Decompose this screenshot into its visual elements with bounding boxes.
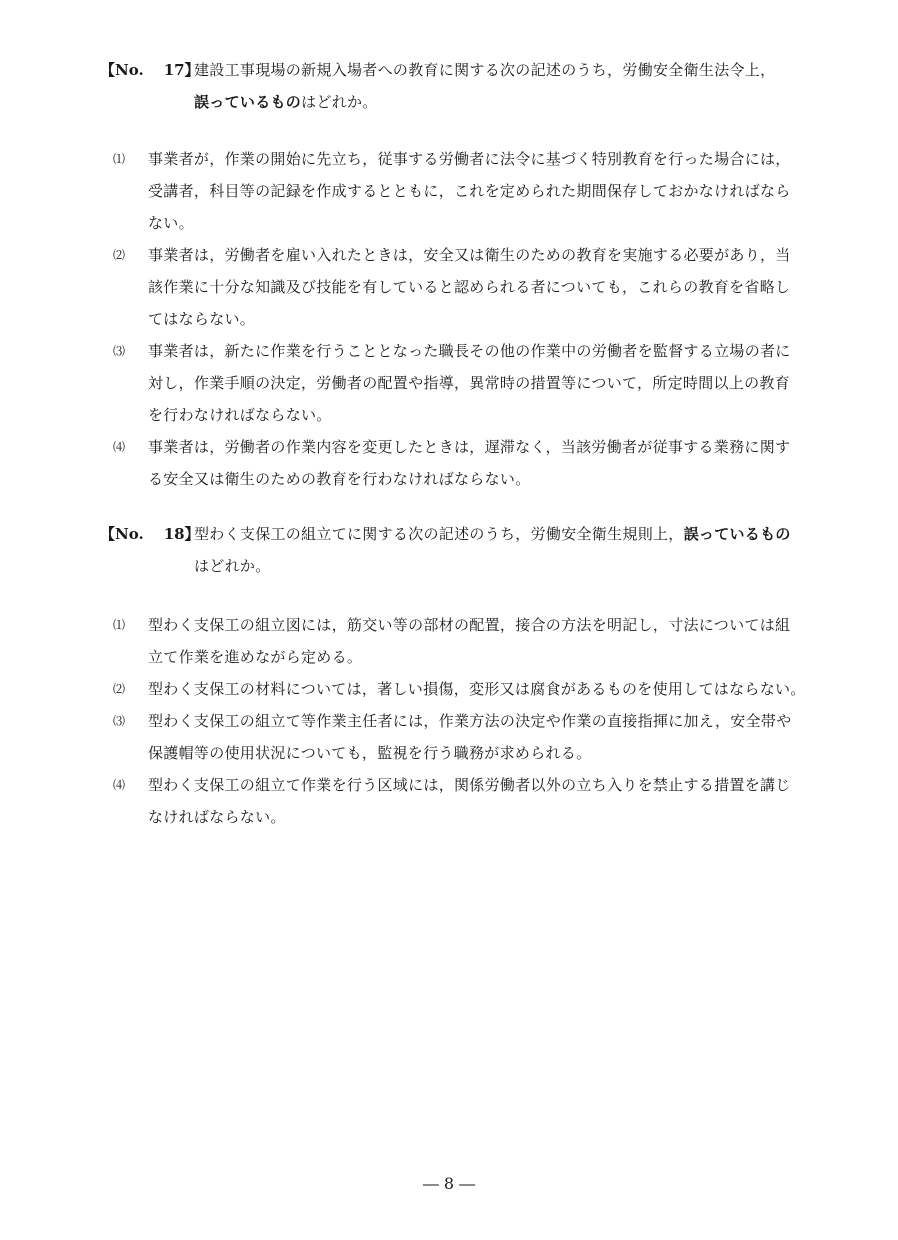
option-line: てはならない。 xyxy=(148,310,256,328)
option-line: 該作業に十分な知識及び技能を有していると認められる者についても，これらの教育を省略し xyxy=(148,278,791,296)
option-line: 型わく支保工の組立て作業を行う区域には，関係労働者以外の立ち入りを禁止する措置を講じ xyxy=(148,776,791,794)
option-text xyxy=(148,673,810,705)
emphasis-text: 誤っているもの xyxy=(194,93,302,111)
option-line: 対し，作業手順の決定，労働者の配置や指導，異常時の措置等について，所定時間以上の教育 xyxy=(148,374,791,392)
question-header xyxy=(0,518,898,582)
option-line: 事業者は，労働者を雇い入れたときは，安全又は衛生のための教育を実施する必要があり，当 xyxy=(148,246,791,264)
question-number xyxy=(100,54,200,86)
question-18 xyxy=(0,518,898,582)
option-line: 事業者が，作業の開始に先立ち，従事する労働者に法令に基づく特別教育を行った場合には， xyxy=(148,150,791,168)
question-stem-text: 型わく支保工の組立てに関する次の記述のうち，労働安全衛生規則上， xyxy=(194,525,684,543)
question-bracket: 【No. xyxy=(100,525,144,543)
question-stem-line xyxy=(194,86,814,118)
option-line: る安全又は衛生のための教育を行わなければならない。 xyxy=(148,470,531,488)
option-text xyxy=(148,609,810,673)
option-line: を行わなければならない。 xyxy=(148,406,332,424)
question-stem xyxy=(194,518,814,582)
option-number: ⑶ xyxy=(113,344,126,358)
question-header xyxy=(0,54,898,118)
question-stem-line xyxy=(194,518,814,550)
option-line: なければならない。 xyxy=(148,808,286,826)
question-number xyxy=(100,518,200,550)
option-line: 保護帽等の使用状況についても，監視を行う職務が求められる。 xyxy=(148,744,592,762)
question-stem xyxy=(194,54,814,118)
option-number: ⑶ xyxy=(113,714,126,728)
option-number: ⑵ xyxy=(113,682,126,696)
question-number-value: 18】 xyxy=(163,525,200,543)
option-number: ⑷ xyxy=(113,778,126,792)
option-line: 受講者，科目等の記録を作成するとともに，これを定められた期間保存しておかなければなら xyxy=(148,182,791,200)
option-text xyxy=(148,431,810,495)
option-text xyxy=(148,769,810,833)
question-bracket: 【No. xyxy=(100,61,144,79)
option-text xyxy=(148,143,810,239)
question-stem-line: はどれか。 xyxy=(194,557,271,575)
option-number: ⑵ xyxy=(113,248,126,262)
option-number: ⑴ xyxy=(113,152,126,166)
option-text xyxy=(148,705,810,769)
emphasis-text: 誤っているもの xyxy=(683,525,791,543)
page-number: ― 8 ― xyxy=(422,1174,476,1193)
question-number-value: 17】 xyxy=(163,61,200,79)
option-line: 型わく支保工の組立て等作業主任者には，作業方法の決定や作業の直接指揮に加え，安全帯や xyxy=(148,712,792,730)
option-line: 型わく支保工の材料については，著しい損傷，変形又は腐食があるものを使用してはならない。 xyxy=(148,680,806,698)
question-stem-tail: はどれか。 xyxy=(301,93,378,111)
option-line: 事業者は，新たに作業を行うこととなった職長その他の作業中の労働者を監督する立場の者に xyxy=(148,342,791,360)
question-stem-line: 建設工事現場の新規入場者への教育に関する次の記述のうち，労働安全衛生法令上， xyxy=(194,61,776,79)
question-17 xyxy=(0,54,898,118)
option-line: 立て作業を進めながら定める。 xyxy=(148,648,363,666)
option-line: 事業者は，労働者の作業内容を変更したときは，遅滞なく，当該労働者が従事する業務に関す xyxy=(148,438,791,456)
option-line: ない。 xyxy=(148,214,194,232)
option-text xyxy=(148,335,810,431)
option-text xyxy=(148,239,810,335)
option-line: 型わく支保工の組立図には，筋交い等の部材の配置，接合の方法を明記し，寸法については組 xyxy=(148,616,791,634)
option-number: ⑴ xyxy=(113,618,126,632)
option-number: ⑷ xyxy=(113,440,126,454)
